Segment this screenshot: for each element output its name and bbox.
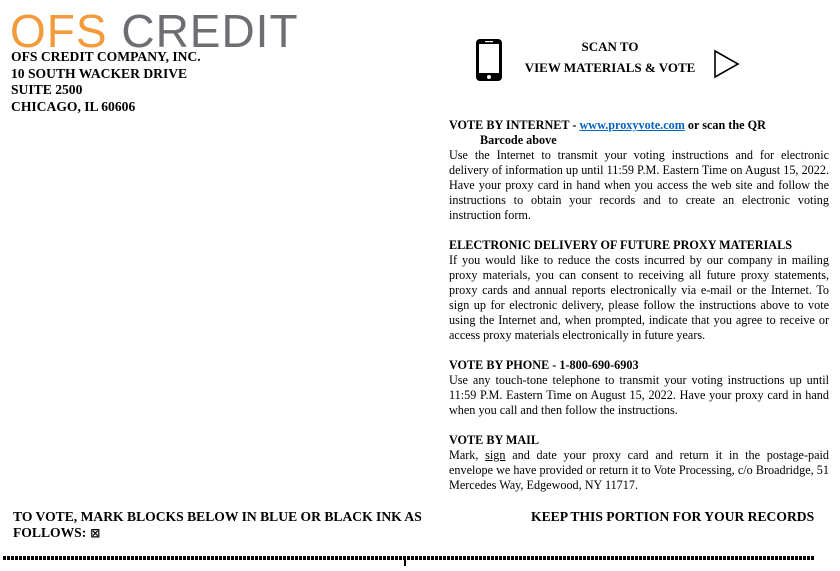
mail-body-sign: sign — [485, 448, 506, 462]
scissors-mark-icon — [403, 558, 407, 566]
electronic-delivery-section — [449, 238, 829, 343]
mail-body-post: and date your proxy card and return it in the postage-paid envelope we have provided or return it to Vote Processing, c/o Broadridge, 51 Mercedes Way, Edgewood, NY 11717. — [449, 448, 829, 492]
address-line: 10 SOUTH WACKER DRIVE — [11, 65, 188, 81]
scan-to-vote-label — [500, 36, 720, 78]
vote-by-internet-heading — [449, 118, 829, 133]
address-line: OFS CREDIT COMPANY, INC. — [11, 49, 201, 64]
vote-by-phone-heading: VOTE BY PHONE - 1-800-690-6903 — [449, 358, 639, 372]
keep-portion-label: KEEP THIS PORTION FOR YOUR RECORDS — [531, 509, 815, 524]
internet-body: Use the Internet to transmit your voting instructions and for electronic delivery of information up until 11:59 P.M. Eastern Time on August 15, 2022. Have your proxy card in hand when you access the web site and follow the instructions to obtain your records and to create an electronic voting instruction form. — [449, 148, 829, 222]
address-line: CHICAGO, IL 60606 — [11, 98, 136, 114]
vote-by-mail-heading: VOTE BY MAIL — [449, 433, 540, 447]
vote-by-mail-section — [449, 433, 829, 493]
electronic-delivery-heading: ELECTRONIC DELIVERY OF FUTURE PROXY MATERIALS — [449, 238, 792, 252]
mobile-phone-icon — [475, 38, 503, 82]
internet-heading-suffix: or scan the QR — [684, 118, 766, 132]
voting-instructions — [449, 118, 829, 508]
phone-body: Use any touch-tone telephone to transmit your voting instructions up until 11:59 P.M. Eastern Time on August 15, 2022. Have your proxy card in hand when you call and then follow the instructions. — [449, 373, 829, 417]
scan-line-2: VIEW MATERIALS & VOTE — [524, 60, 696, 75]
electronic-delivery-body: If you would like to reduce the costs incurred by our company in mailing proxy materials, you can consent to receiving all future proxy statements, proxy cards and annual reports electronically via e-mail or the Internet. To sign up for electronic delivery, please follow the instructions above to vote using the Internet and, when prompted, indicate that you agree to receive or access proxy materials electronically in future years. — [449, 253, 829, 342]
checked-box-icon: ⊠ — [90, 526, 101, 540]
mail-body — [449, 448, 829, 493]
logo-ofs: OFS — [10, 5, 108, 57]
internet-heading-prefix: VOTE BY INTERNET - — [449, 118, 580, 132]
internet-heading-line2: Barcode above — [480, 133, 557, 147]
mail-body-pre: Mark, — [449, 448, 486, 462]
logo-credit: CREDIT — [121, 5, 299, 57]
company-address — [11, 49, 201, 115]
play-triangle-icon — [711, 49, 741, 79]
vote-by-phone-section — [449, 358, 829, 418]
proxyvote-link[interactable]: www.proxyvote.com — [579, 118, 685, 132]
marking-instruction-text: TO VOTE, MARK BLOCKS BELOW IN BLUE OR BLACK INK AS FOLLOWS: — [13, 509, 422, 540]
scan-line-1: SCAN TO — [581, 39, 639, 54]
vote-marking-instructions — [13, 509, 453, 541]
perforation-cut-line — [3, 556, 814, 560]
address-line: SUITE 2500 — [11, 82, 83, 97]
vote-by-internet-section — [449, 118, 829, 223]
